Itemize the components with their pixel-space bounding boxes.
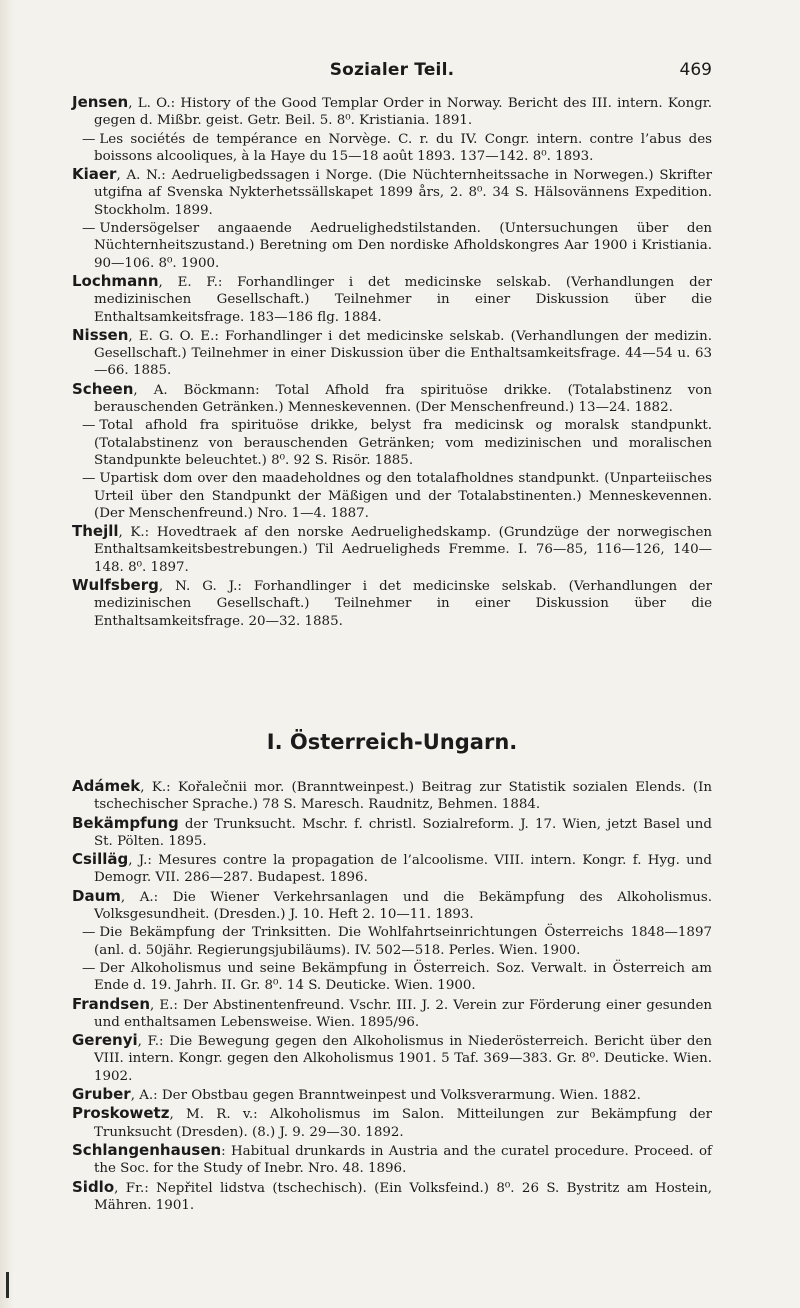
entry-author: Nissen: [72, 325, 129, 344]
entry-text: Total afhold fra spirituöse drikke, belyst fra medicinsk og moralsk standpunkt. (Totalabstinenz von berauschenden Getränken; vom medizinischen und moralischen Standpunkte beleuchtet.) 8⁰. 92 S. Risör. 1885.: [94, 418, 712, 468]
entry-text: , E.: Der Abstinentenfreund. Vschr. III. J. 2. Verein zur Förderung einer gesunden und enthaltsamen Lebensweise. Wien. 1895/96.: [94, 997, 712, 1030]
entry-author: Proskowetz: [72, 1104, 170, 1123]
entry-dash: —: [82, 418, 96, 434]
entry-dash: —: [82, 471, 96, 487]
entry-text: , A.: Die Wiener Verkehrsanlagen und die Bekämpfung des Alkoholismus. Volksgesundheit. (Dresden.) J. 10. Heft 2. 10—11. 1893.: [94, 889, 712, 923]
bibliography-entry: [72, 273, 712, 326]
bibliography-entry: [72, 523, 712, 576]
section-heading: I. Österreich-Ungarn.: [266, 730, 518, 754]
bibliography-entry: [72, 166, 712, 219]
bibliography-entry: [72, 1105, 712, 1141]
entry-author: Scheen: [72, 379, 134, 398]
bibliography-entry: [72, 888, 712, 924]
bibliography-entry: [72, 996, 712, 1032]
entry-author: Frandsen: [72, 994, 151, 1013]
entry-text: , L. O.: History of the Good Templar Order in Norway. Bericht des III. intern. Kongr. gegen d. Mißbr. geist. Getr. Beil. 5. 8⁰. Kristiania. 1891.: [94, 96, 712, 129]
page-edge-shadow: [0, 0, 14, 1308]
entry-text: : Habitual drunkards in Austria and the curatel procedure. Proceed. of the Soc. for the Study of Inebr. Nro. 48. 1896.: [94, 1143, 712, 1177]
entry-text: , J.: Mesures contre la propagation de l’alcoolisme. VIII. intern. Kongr. f. Hyg. und Demogr. VII. 286—287. Budapest. 1896.: [94, 853, 712, 886]
entry-author: Gruber: [72, 1085, 131, 1104]
bibliography-section-austria-hungary: [72, 778, 712, 1215]
running-header: [72, 60, 712, 82]
entry-author: Gerenyi: [72, 1031, 138, 1050]
entry-author: Schlangenhausen: [72, 1140, 222, 1159]
entry-dash: —: [82, 221, 96, 237]
entry-text: Upartisk dom over den maadeholdnes og den totalafholdnes standpunkt. (Unparteiisches Urteil über den Standpunkt der Mäßigen und der Totalabstinenten.) Menneskevennen. (Der Menschenfreund.) Nro. 1—4. 1887.: [94, 471, 712, 521]
entry-text: Der Alkoholismus und seine Bekämpfung in Österreich. Soz. Verwalt. in Österreich am Ende d. 19. Jahrh. II. Gr. 8⁰. 14 S. Deuticke. Wien. 1900.: [94, 960, 712, 994]
entry-author: Bekämpfung: [72, 813, 179, 832]
bibliography-entry: [72, 1086, 712, 1104]
page-number: 469: [679, 60, 712, 80]
entry-text: Die Bekämpfung der Trinksitten. Die Wohlfahrtseinrichtungen Österreichs 1848—1897 (anl. d. 50jähr. Regierungsjubiläums). IV. 502—518. Perles. Wien. 1900.: [94, 925, 712, 958]
bibliography-entry: [72, 1179, 712, 1215]
bibliography-entry: [72, 131, 712, 166]
entry-author: Adámek: [72, 777, 141, 795]
entry-author: Kiaer: [72, 165, 117, 184]
bibliography-entry: [72, 1032, 712, 1085]
entry-text: , K.: Kořalečnii mor. (Branntweinpest.) Beitrag zur Statistik sozialen Elends. (In tschechischer Sprache.) 78 S. Maresch. Raudnitz, Behmen. 1884.: [94, 780, 712, 813]
entry-text: der Trunksucht. Mschr. f. christl. Sozialreform. J. 17. Wien, jetzt Basel und St. Pölten. 1895.: [94, 816, 712, 849]
entry-text: Undersögelser angaaende Aedruelighedstilstanden. (Untersuchungen über den Nüchternheitszustand.) Beretning om Den nordiske Afholdskongres Aar 1900 i Kristiania. 90—106. 8⁰. 1900.: [94, 221, 712, 271]
bibliography-entry: [72, 778, 712, 814]
entry-author: Jensen: [72, 93, 129, 111]
entry-dash: —: [82, 131, 96, 147]
entry-text: , F.: Die Bewegung gegen den Alkoholismus in Niederösterreich. Bericht über den VIII. intern. Kongr. gegen den Alkoholismus 1901. 5 Taf. 369—383. Gr. 8⁰. Deuticke. Wien. 1902.: [94, 1034, 712, 1084]
bibliography-entry: [72, 327, 712, 380]
bibliography-entry: [72, 417, 712, 469]
entry-author: Csilläg: [72, 850, 129, 869]
bibliography-entry: [72, 470, 712, 522]
bibliography-entry: [72, 851, 712, 887]
entry-text: , A. N.: Aedrueligbedssagen i Norge. (Die Nüchternheitssache in Norwegen.) Skrifter utgifna af Svenska Nykterhetssällskapet 1899 års, 2. 8⁰. 34 S. Hälsovännens Expedition. Stockholm. 1899.: [94, 168, 712, 218]
entry-text: , A. Böckmann: Total Afhold fra spirituöse drikke. (Totalabstinenz von berauschenden Getränken.) Menneskevennen. (Der Menschenfreund.) 13—24. 1882.: [94, 382, 712, 416]
entry-text: , N. G. J.: Forhandlinger i det medicinske selskab. (Verhandlungen der medizinischen Gesellschaft.) Teilnehmer in einer Diskussion über die Enthaltsamkeitsfrage. 20—32. 1885.: [94, 579, 712, 629]
header-title: Sozialer Teil.: [329, 60, 455, 80]
entry-text: , M. R. v.: Alkoholismus im Salon. Mitteilungen zur Bekämpfung der Trunksucht (Dresden). (8.) J. 9. 29—30. 1892.: [94, 1107, 712, 1140]
entry-author: Thejll: [72, 522, 119, 541]
entry-author: Lochmann: [72, 271, 159, 290]
bibliography-entry: [72, 577, 712, 630]
entry-text: , K.: Hovedtraek af den norske Aedruelighedskamp. (Grundzüge der norwegischen Enthaltsamkeitsbestrebungen.) Til Aedrueligheds Fremme. I. 76—85, 116—126, 140—148. 8⁰. 1897.: [94, 525, 712, 575]
bibliography-entry: [72, 924, 712, 959]
entry-text: , A.: Der Obstbau gegen Branntweinpest und Volksverarmung. Wien. 1882.: [130, 1088, 641, 1104]
entry-text: , E. F.: Forhandlinger i det medicinske selskab. (Verhandlungen der medizinischen Gesellschaft.) Teilnehmer in einer Diskussion über die Enthaltsamkeitsfrage. 183—186 flg. 1884.: [94, 274, 712, 325]
bibliography-entry: [72, 1142, 712, 1178]
entry-text: Les sociétés de tempérance en Norvège. C. r. du IV. Congr. intern. contre l’abus des boissons alcooliques, à la Haye du 15—18 août 1893. 137—142. 8⁰. 1893.: [94, 131, 712, 164]
entry-text: , E. G. O. E.: Forhandlinger i det medicinske selskab. (Verhandlungen der medizin. Gesellschaft.) Teilnehmer in einer Diskussion über die Enthaltsamkeitsfrage. 44—54 u. 63—66. 1885.: [94, 328, 712, 379]
margin-mark: [6, 1272, 9, 1298]
entry-author: Sidlo: [72, 1177, 115, 1196]
bibliography-entry: [72, 815, 712, 851]
bibliography-section-norway: [72, 94, 712, 631]
bibliography-entry: [72, 381, 712, 417]
entry-text: , Fr.: Nepřitel lidstva (tschechisch). (Ein Volksfeind.) 8⁰. 26 S. Bystritz am Hostein, Mähren. 1901.: [94, 1180, 712, 1213]
entry-dash: —: [82, 925, 96, 941]
bibliography-entry: [72, 960, 712, 995]
entry-dash: —: [82, 960, 96, 976]
entry-author: Daum: [72, 886, 121, 905]
bibliography-entry: [72, 220, 712, 272]
bibliography-entry: [72, 94, 712, 130]
entry-author: Wulfsberg: [72, 576, 159, 595]
